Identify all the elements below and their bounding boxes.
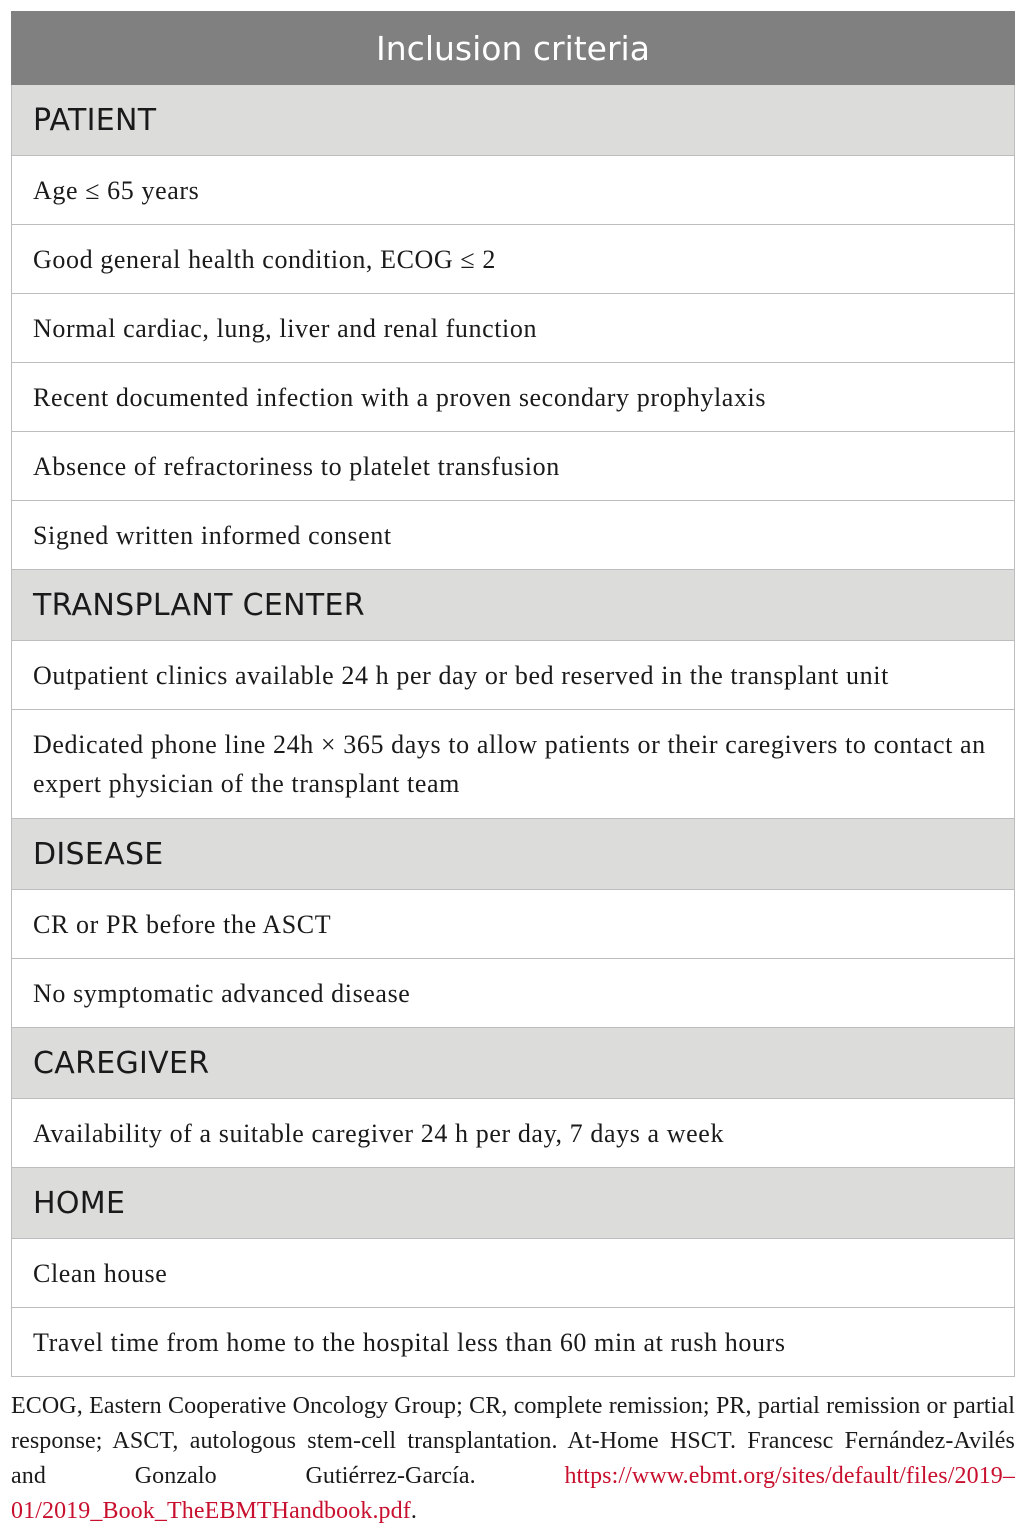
criteria-table-body (12, 12, 1015, 1377)
criterion-cell: Outpatient clinics available 24 h per day or bed reserved in the transplant unit (12, 641, 1015, 710)
section-header-row (12, 819, 1015, 890)
section-header-row (12, 1168, 1015, 1239)
criterion-cell: Clean house (12, 1239, 1015, 1308)
section-header-row (12, 570, 1015, 641)
criterion-cell: Recent documented infection with a proven secondary prophylaxis (12, 363, 1015, 432)
inclusion-criteria-table (11, 11, 1015, 1377)
footnote-trailing: . (410, 1498, 417, 1524)
criterion-cell: No symptomatic advanced disease (12, 959, 1015, 1028)
table-row (12, 501, 1015, 570)
table-row (12, 1308, 1015, 1377)
table-row (12, 225, 1015, 294)
table-row (12, 959, 1015, 1028)
criterion-cell: CR or PR before the ASCT (12, 890, 1015, 959)
section-header: PATIENT (12, 85, 1015, 156)
criterion-cell: Good general health condition, ECOG ≤ 2 (12, 225, 1015, 294)
section-header: DISEASE (12, 819, 1015, 890)
section-header: TRANSPLANT CENTER (12, 570, 1015, 641)
table-title-row (12, 12, 1015, 85)
criterion-cell: Age ≤ 65 years (12, 156, 1015, 225)
table-row (12, 432, 1015, 501)
criterion-cell: Availability of a suitable caregiver 24 h per day, 7 days a week (12, 1099, 1015, 1168)
table-title: Inclusion criteria (12, 12, 1015, 85)
table-row (12, 710, 1015, 819)
footnote-text: ECOG, Eastern Cooperative Oncology Group; CR, complete remission; PR, partial remission or partial response; ASCT, autologous stem-cell transplantation. At-Home HSCT. Francesc Fernández-Avilés and Gonzalo Gutiérrez-García. (11, 1393, 1015, 1489)
table-row (12, 1239, 1015, 1308)
table-row (12, 1099, 1015, 1168)
table-footnote (11, 1389, 1015, 1529)
table-row (12, 294, 1015, 363)
criterion-cell: Signed written informed consent (12, 501, 1015, 570)
table-row (12, 363, 1015, 432)
section-header: CAREGIVER (12, 1028, 1015, 1099)
criterion-cell: Normal cardiac, lung, liver and renal function (12, 294, 1015, 363)
criterion-cell: Dedicated phone line 24h × 365 days to allow patients or their caregivers to contact an expert physician of the transplant team (12, 710, 1015, 819)
section-header-row (12, 1028, 1015, 1099)
table-row (12, 641, 1015, 710)
criterion-cell: Absence of refractoriness to platelet transfusion (12, 432, 1015, 501)
section-header-row (12, 85, 1015, 156)
footnote-link[interactable]: https://www.ebmt.org/sites/default/files/2019–01/2019_Book_TheEBMTHandbook.pdf (11, 1463, 1015, 1524)
table-row (12, 890, 1015, 959)
section-header: HOME (12, 1168, 1015, 1239)
criterion-cell: Travel time from home to the hospital less than 60 min at rush hours (12, 1308, 1015, 1377)
table-row (12, 156, 1015, 225)
